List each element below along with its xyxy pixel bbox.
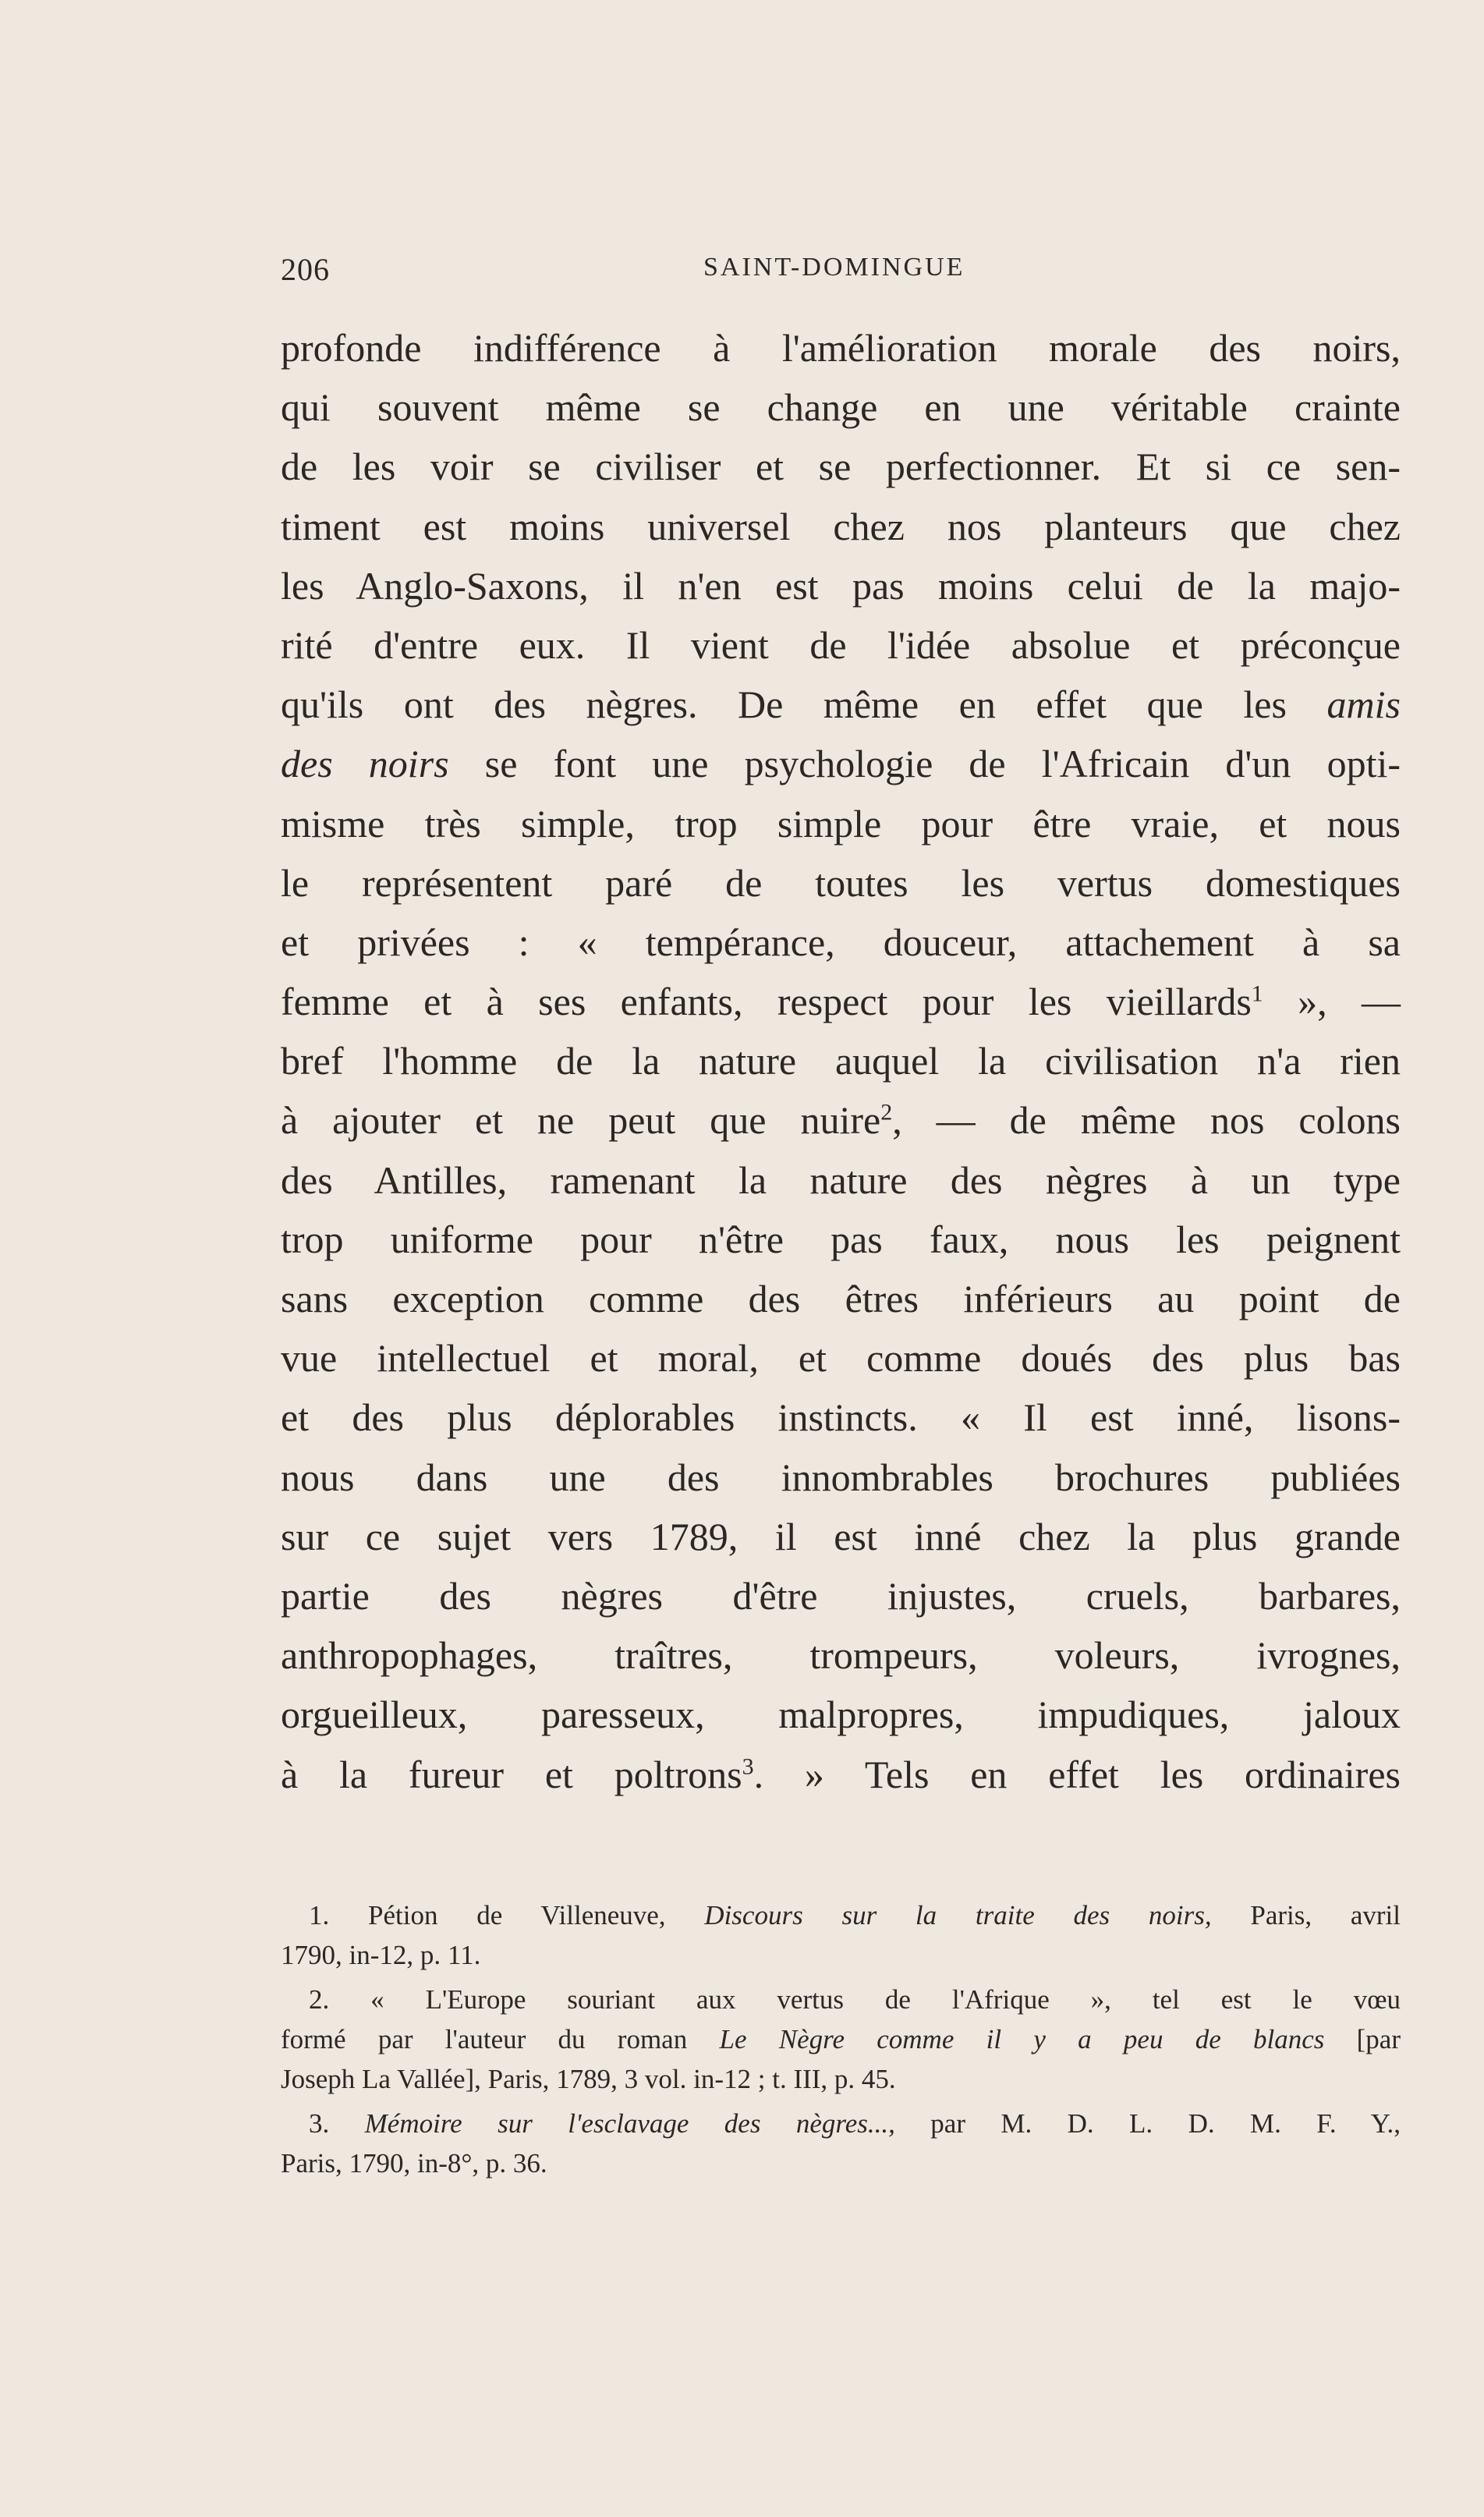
line-segment: », —: [1298, 980, 1401, 1024]
footnote-1: [281, 1895, 1401, 1975]
footnote-line: [281, 2104, 1401, 2143]
text-line: orgueilleux, paresseux, malpropres, impudiques, jaloux: [281, 1693, 1401, 1737]
text-line: [281, 734, 1401, 793]
footnote-line: Paris, 1790, in-8°, p. 36.: [281, 2148, 547, 2178]
line-segment: par M. D. L. D. M. F. Y.,: [930, 2108, 1401, 2139]
line-segment: , — de même nos colons: [892, 1098, 1401, 1143]
line-segment: à ajouter et ne peut que nuire: [281, 1098, 881, 1143]
line-segment: qu'ils ont des nègres. De même en effet que les: [281, 682, 1287, 727]
text-line: anthropophages, traîtres, trompeurs, voleurs, ivrognes,: [281, 1633, 1401, 1678]
italic-phrase: Le Nègre comme il y a peu de blancs: [719, 2024, 1325, 2054]
italic-phrase: amis: [1326, 682, 1401, 727]
footnote-ref: 3: [742, 1753, 754, 1779]
line-segment: femme et à ses enfants, respect pour les vieillards: [281, 980, 1252, 1024]
text-line: [281, 972, 1401, 1031]
text-line: sur ce sujet vers 1789, il est inné chez la plus grande: [281, 1514, 1401, 1558]
footnote-2: [281, 1980, 1401, 2099]
text-line: le représentent paré de toutes les vertus domestiques: [281, 860, 1401, 905]
text-line: profonde indifférence à l'amélioration morale des noirs,: [281, 326, 1401, 370]
text-line: [281, 675, 1401, 734]
text-line: et privées : « tempérance, douceur, attachement à sa: [281, 920, 1401, 964]
text-line: [281, 1090, 1401, 1150]
text-line: sans exception comme des êtres inférieurs au point de: [281, 1277, 1401, 1321]
footnote-line: 2. « L'Europe souriant aux vertus de l'Afrique », tel est le vœu: [309, 1984, 1401, 2015]
line-segment: formé par l'auteur du roman: [281, 2024, 688, 2054]
page-number: 206: [281, 252, 330, 287]
line-segment: Paris, avril: [1250, 1900, 1401, 1930]
line-segment: [par: [1356, 2024, 1401, 2054]
text-line: misme très simple, trop simple pour être vraie, et nous: [281, 801, 1401, 845]
line-segment: 3.: [309, 2108, 330, 2139]
footnotes: [281, 1895, 1401, 2188]
footnote-ref: 1: [1251, 980, 1263, 1007]
text-line: et des plus déplorables instincts. « Il est inné, lisons-: [281, 1395, 1401, 1440]
footnote-line: [281, 2019, 1401, 2059]
footnote-ref: 2: [880, 1099, 893, 1126]
text-line: rité d'entre eux. Il vient de l'idée absolue et préconçue: [281, 622, 1401, 667]
text-line: des Antilles, ramenant la nature des nègres à un type: [281, 1157, 1401, 1202]
text-line: les Anglo-Saxons, il n'en est pas moins celui de la majo-: [281, 563, 1401, 608]
footnote-line: [281, 1895, 1401, 1935]
text-line: trop uniforme pour n'être pas faux, nous les peignent: [281, 1217, 1401, 1261]
italic-phrase: Discours sur la traite des noirs,: [704, 1900, 1212, 1930]
page-header: [281, 251, 1401, 290]
text-line: [281, 1745, 1401, 1804]
line-segment: se font une psychologie de l'Africain d'un opti-: [484, 742, 1401, 786]
footnote-line: 1790, in-12, p. 11.: [281, 1940, 481, 1970]
footnote-3: [281, 2104, 1401, 2183]
line-segment: . » Tels en effet les ordinaires: [753, 1752, 1401, 1796]
text-line: timent est moins universel chez nos planteurs que chez: [281, 504, 1401, 548]
running-title: SAINT-DOMINGUE: [703, 253, 965, 282]
italic-phrase: des noirs: [281, 742, 449, 786]
line-segment: à la fureur et poltrons: [281, 1752, 742, 1796]
text-line: de les voir se civiliser et se perfectionner. Et si ce sen-: [281, 445, 1401, 489]
text-line: partie des nègres d'être injustes, cruels, barbares,: [281, 1573, 1401, 1618]
text-line: bref l'homme de la nature auquel la civilisation n'a rien: [281, 1039, 1401, 1083]
text-line: nous dans une des innombrables brochures publiées: [281, 1455, 1401, 1499]
text-line: vue intellectuel et moral, et comme doués des plus bas: [281, 1336, 1401, 1381]
footnote-line: Joseph La Vallée], Paris, 1789, 3 vol. in-12 ; t. III, p. 45.: [281, 2064, 896, 2094]
text-line: qui souvent même se change en une véritable crainte: [281, 385, 1401, 430]
main-text: [281, 318, 1401, 1804]
line-segment: 1. Pétion de Villeneuve,: [309, 1900, 666, 1930]
italic-phrase: Mémoire sur l'esclavage des nègres...,: [364, 2108, 895, 2139]
